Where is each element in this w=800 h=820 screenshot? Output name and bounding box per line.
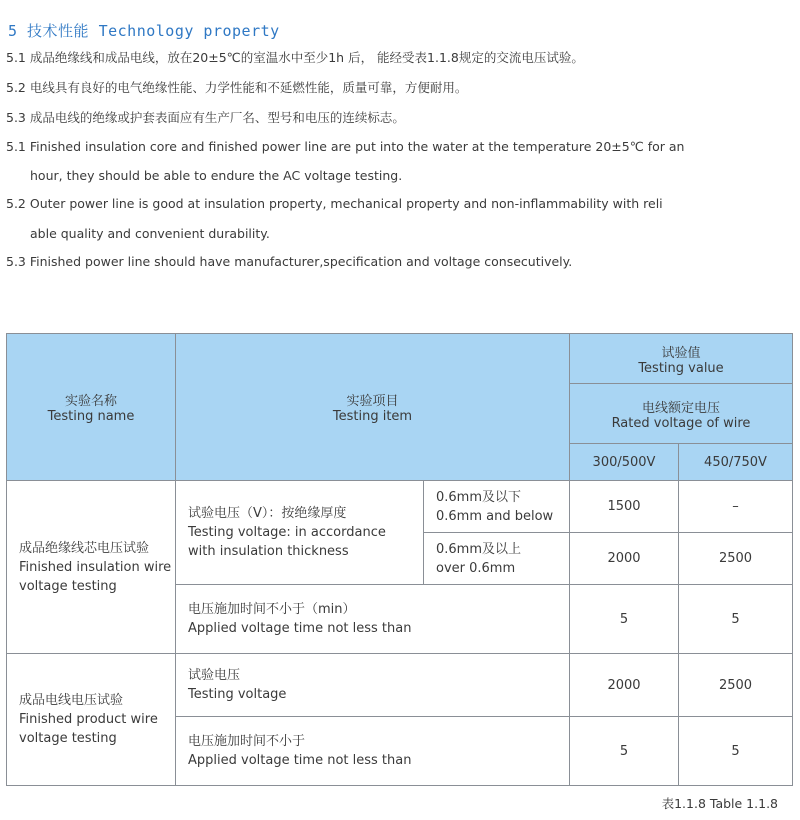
group1-sub1-value-300-500: 1500 [570, 481, 679, 533]
group1-thickness-over [424, 533, 570, 585]
group2-item-testing-voltage [176, 654, 570, 717]
group2-item2-value-450-750: 5 [679, 717, 793, 786]
group2-name-zh: 成品电线电压试验 [19, 693, 124, 708]
header-testing-value-en: Testing value [638, 360, 724, 376]
group2-name-en-line2: voltage testing [19, 731, 117, 746]
group1-name-zh: 成品绝缘线芯电压试验 [19, 540, 150, 556]
group1-item1-en-line1: Testing voltage: in accordance [188, 525, 386, 540]
paragraph-en-5-2-line1: 5.2 Outer power line is good at insulation property, mechanical property and non-inflammability with reli [6, 196, 663, 211]
group1-name-en-line1: Finished insulation wire [19, 559, 172, 575]
header-testing-value [570, 334, 793, 384]
group2-item1-value-450-750: 2500 [679, 654, 793, 717]
group1-item2-zh: 电压施加时间不小于（min） [188, 602, 356, 617]
group1-sub2-zh: 0.6mm及以上 [436, 541, 522, 557]
group2-testing-name [7, 654, 176, 786]
header-rated-voltage [570, 384, 793, 444]
group1-name-en-line2: voltage testing [19, 578, 117, 594]
table-caption: 表1.1.8 Table 1.1.8 [661, 796, 778, 811]
header-rated-voltage-zh: 电线额定电压 [642, 400, 721, 416]
group1-sub2-value-450-750: 2500 [679, 533, 793, 585]
group1-item1-en-line2: with insulation thickness [188, 544, 349, 559]
group1-thickness-below [424, 481, 570, 533]
header-testing-item [176, 334, 570, 481]
group2-item2-value-300-500: 5 [570, 717, 679, 786]
paragraph-zh-5-3: 5.3 成品电线的绝缘或护套表面应有生产厂名、型号和电压的连续标志。 [6, 110, 405, 125]
group1-item2-value-450-750: 5 [679, 585, 793, 654]
header-testing-name-en: Testing name [47, 409, 135, 424]
header-testing-item-en: Testing item [332, 409, 413, 424]
header-testing-item-zh: 实验项目 [346, 394, 399, 409]
group1-sub1-zh: 0.6mm及以下 [436, 489, 522, 505]
paragraph-en-5-1-line1: 5.1 Finished insulation core and finished power line are put into the water at the temperature 20±5℃ for an [6, 139, 685, 154]
group2-item1-value-300-500: 2000 [570, 654, 679, 717]
paragraph-zh-5-1: 5.1 成品绝缘线和成品电线，放在20±5℃的室温水中至少1h 后， 能经受表1.1.8规定的交流电压试验。 [6, 50, 584, 65]
group2-name-en-line1: Finished product wire [19, 712, 158, 727]
group1-item1-zh: 试验电压（V）：按绝缘厚度 [188, 506, 347, 521]
header-testing-name-zh: 实验名称 [64, 394, 117, 409]
group1-sub1-value-450-750: – [679, 481, 793, 533]
section-heading: 5 技术性能 Technology property [8, 22, 280, 40]
group1-testing-name [7, 481, 176, 654]
header-rated-voltage-en: Rated voltage of wire [611, 415, 751, 431]
group1-item-applied-time [176, 585, 570, 654]
paragraph-zh-5-2: 5.2 电线具有良好的电气绝缘性能、力学性能和不延燃性能，质量可靠，方便耐用。 [6, 80, 468, 95]
paragraph-en-5-3: 5.3 Finished power line should have manufacturer,specification and voltage consecutively. [6, 254, 573, 269]
group2-item-applied-time [176, 717, 570, 786]
header-col-450-750v: 450/750V [679, 444, 793, 481]
header-testing-value-zh: 试验值 [661, 345, 701, 361]
group1-item2-value-300-500: 5 [570, 585, 679, 654]
group1-item-testing-voltage [176, 481, 424, 585]
group2-item1-en: Testing voltage [188, 687, 287, 702]
group1-item2-en: Applied voltage time not less than [188, 621, 412, 636]
group1-sub2-value-300-500: 2000 [570, 533, 679, 585]
group2-item1-zh: 试验电压 [188, 668, 241, 683]
paragraph-en-5-2-line2: able quality and convenient durability. [30, 226, 270, 241]
group1-sub1-en: 0.6mm and below [436, 508, 554, 524]
paragraph-en-5-1-line2: hour, they should be able to endure the AC voltage testing. [30, 168, 403, 183]
group2-item2-en: Applied voltage time not less than [188, 753, 412, 768]
header-col-300-500v: 300/500V [570, 444, 679, 481]
header-testing-name [7, 334, 176, 481]
group2-item2-zh: 电压施加时间不小于 [188, 734, 306, 749]
group1-sub2-en: over 0.6mm [436, 560, 516, 576]
voltage-test-table [6, 333, 793, 786]
